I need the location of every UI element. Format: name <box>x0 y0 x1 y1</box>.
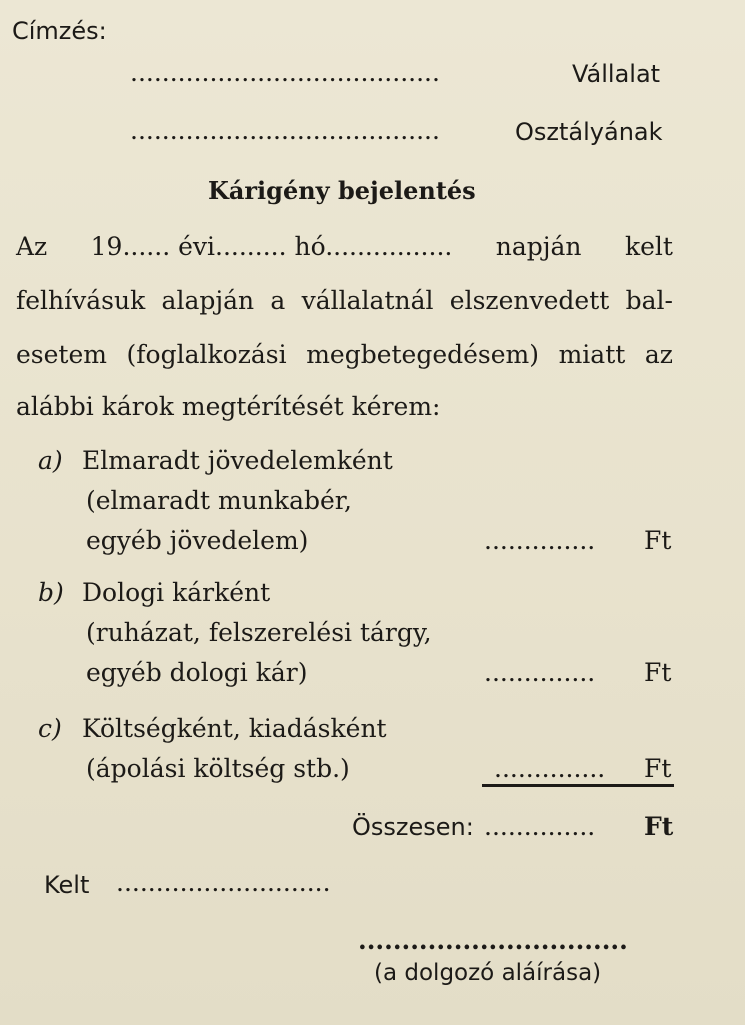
body-word: megbetegedésem) <box>306 340 540 369</box>
company-dots: ....................................... <box>130 58 440 87</box>
sum-underline <box>482 784 674 787</box>
total-currency: Ft <box>644 812 674 841</box>
date-place-label: Kelt <box>44 871 90 899</box>
item-a-amount-dots: .............. <box>484 526 596 555</box>
body-word: elszenvedett <box>449 286 610 315</box>
body-word: alapján <box>161 286 255 315</box>
body-word: vállalatnál <box>301 286 434 315</box>
item-b-line-3: egyéb dologi kár) <box>86 658 308 687</box>
item-b-label: b) <box>38 578 64 607</box>
body-line-4: alábbi károk megtérítését kérem: <box>16 392 441 421</box>
body-word: felhívásuk <box>16 286 146 315</box>
form-title: Kárigény bejelentés <box>208 176 476 205</box>
body-word: miatt <box>558 340 626 369</box>
date-fill-dots: 19...... évi......... hó................ <box>90 232 453 261</box>
body-line-1 <box>16 232 673 262</box>
item-b-currency: Ft <box>644 658 672 687</box>
department-dots: ....................................... <box>130 116 440 145</box>
item-b-line-1: Dologi kárként <box>82 578 271 607</box>
item-b-amount-dots: .............. <box>484 658 596 687</box>
item-a-label: a) <box>38 446 63 475</box>
signature-line: ............................... <box>358 926 628 955</box>
item-a-line-3: egyéb jövedelem) <box>86 526 309 555</box>
item-b-line-2: (ruházat, felszerelési tárgy, <box>86 618 432 647</box>
item-c-amount-dots: .............. <box>494 754 606 783</box>
item-c-currency: Ft <box>644 754 672 783</box>
item-c-line-1: Költségként, kiadásként <box>82 714 387 743</box>
item-a-line-1: Elmaradt jövedelemként <box>82 446 393 475</box>
body-line-3 <box>16 340 673 370</box>
addressee-label: Címzés: <box>12 17 107 45</box>
body-word: (foglalkozási <box>126 340 287 369</box>
total-label: Összesen: <box>352 813 474 841</box>
company-label: Vállalat <box>572 60 661 88</box>
body-word: Az <box>16 232 48 261</box>
body-line-2 <box>16 286 673 316</box>
item-a-line-2: (elmaradt munkabér, <box>86 486 352 515</box>
signature-caption: (a dolgozó aláírása) <box>374 960 602 986</box>
body-word: bal- <box>625 286 673 315</box>
total-amount-dots: .............. <box>484 812 596 841</box>
body-word: a <box>270 286 286 315</box>
body-word: napján <box>495 232 582 261</box>
item-a-currency: Ft <box>644 526 672 555</box>
item-c-line-2: (ápolási költség stb.) <box>86 754 350 783</box>
body-word: kelt <box>624 232 673 261</box>
date-place-dots: ........................... <box>116 868 331 897</box>
body-word: az <box>644 340 673 369</box>
department-label: Osztályának <box>515 118 663 146</box>
body-word: esetem <box>16 340 107 369</box>
item-c-label: c) <box>38 714 62 743</box>
